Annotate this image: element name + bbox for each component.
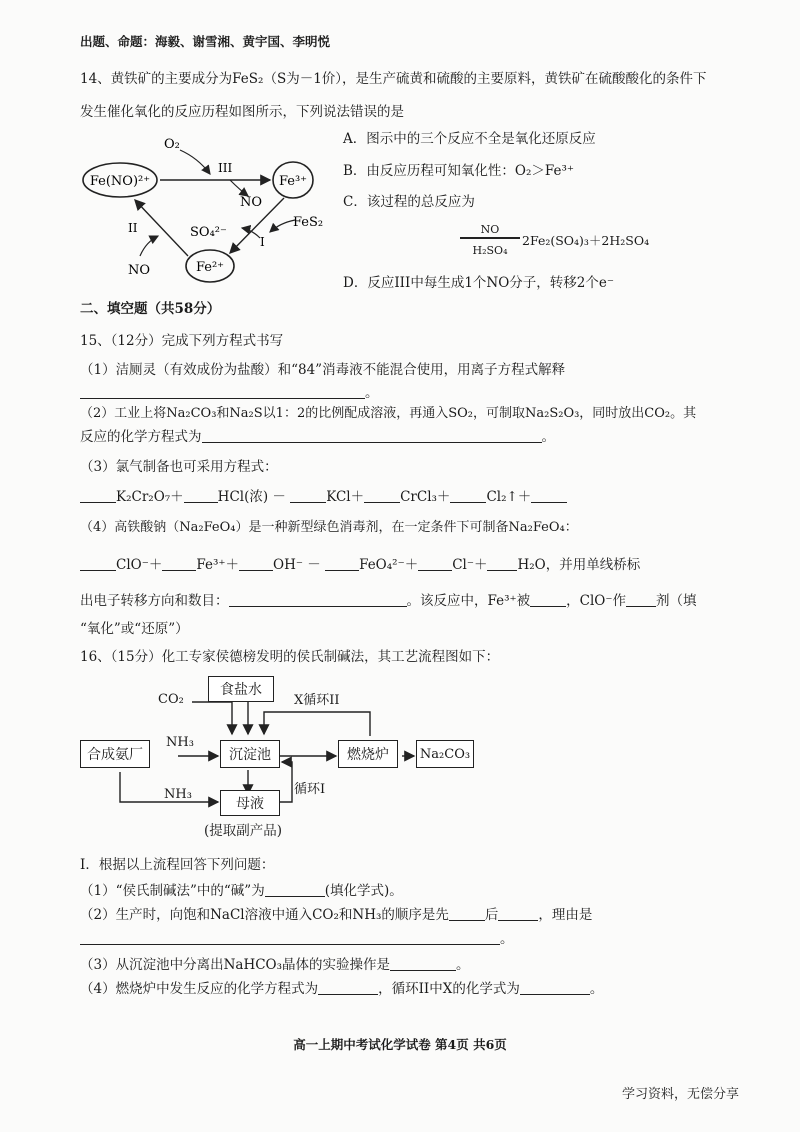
q16-sq2-reason-blank[interactable] — [80, 931, 500, 945]
page-footer: 高一上期中考试化学试卷 第4页 共6页 — [293, 1037, 507, 1052]
flow-nh3-bottom-label: NH₃ — [164, 787, 192, 802]
flow-product-label: Na₂CO₃ — [419, 746, 471, 762]
q16-sq4-end: 。 — [589, 981, 604, 997]
q16-sq2-first-blank[interactable] — [449, 907, 485, 921]
q15-eq3-blank-2[interactable] — [184, 489, 218, 503]
q15-eq3-term-5: Cl₂↑＋ — [486, 489, 532, 505]
q15-eq4-term-5: Cl⁻＋ — [452, 557, 488, 573]
arrow-fes2-in — [270, 220, 295, 232]
q15-part4: （4）高铁酸钠（Na₂FeO₄）是一种新型绿色消毒剂，在一定条件下可制备Na₂FeO₄： — [80, 520, 578, 535]
q15-part2-line2: 反应的化学方程式为 — [80, 429, 202, 445]
flow-mother-box — [220, 790, 280, 816]
flow-product-box — [416, 740, 474, 768]
q15-eq4-blank-6[interactable] — [487, 557, 517, 571]
fes2-label: FeS₂ — [293, 215, 324, 230]
flow-brine-box — [208, 676, 274, 702]
arrow-no-out — [230, 180, 248, 196]
q14-option-c-equals-sign — [460, 237, 520, 239]
step3-label: III — [218, 161, 233, 175]
q15-eq4-blank-1[interactable] — [80, 557, 116, 571]
authors-line: 出题、命题：海毅、谢雪湘、黄宇国、李明悦 — [80, 34, 331, 49]
q15-part4-line3: “氧化”或“还原”） — [80, 621, 189, 637]
q15-electron-transfer-blank[interactable] — [229, 593, 407, 607]
q16-sq2-a: （2）生产时，向饱和NaCl溶液中通入CO₂和NH₃的顺序是先 — [80, 907, 449, 923]
arrow-no-in — [140, 236, 158, 256]
q15-part2-answer-blank[interactable] — [202, 429, 542, 443]
q15-eq4-blank-2[interactable] — [162, 557, 196, 571]
q15-stem: 15、（12分）完成下列方程式书写 — [80, 333, 284, 349]
q15-eq3-blank-3[interactable] — [290, 489, 326, 503]
watermark-text: 学习资料，无偿分享 — [622, 1087, 740, 1102]
q16-sq2-end: 。 — [500, 931, 514, 947]
flow-tank-box — [220, 740, 280, 768]
q15-fe3-role-blank[interactable] — [530, 593, 566, 607]
q16-sq2-b: 后 — [484, 907, 499, 923]
q14-option-c-equation-right: 2Fe₂(SO₄)₃＋2H₂SO₄ — [522, 233, 650, 248]
q16-sq4-b: ，循环II中X的化学式为 — [378, 981, 520, 997]
q15-eq3-blank-5[interactable] — [450, 489, 486, 503]
q16-sq2-c: ，理由是 — [538, 907, 593, 923]
q14-reaction-cycle-diagram — [80, 128, 340, 288]
q14-option-a: A．图示中的三个反应不全是氧化还原反应 — [343, 131, 596, 147]
flow-co2-label: CO₂ — [158, 692, 184, 707]
q15-eq4-term-1: ClO⁻＋ — [116, 557, 163, 573]
q15-part1: （1）洁厕灵（有效成份为盐酸）和“84”消毒液不能混合使用，用离子方程式解释 — [80, 362, 566, 378]
q15-part2-end: 。 — [541, 429, 555, 445]
q15-part1-end: 。 — [365, 385, 379, 401]
q15-eq3-term-4: CrCl₃＋ — [400, 489, 451, 505]
q15-eq4-blank-3[interactable] — [239, 557, 273, 571]
q15-eq4-term-3: OH⁻ － — [273, 557, 321, 573]
step2-label: II — [128, 221, 138, 235]
q16-sq4-equation-blank[interactable] — [318, 981, 378, 995]
q15-eq4-blank-5[interactable] — [418, 557, 452, 571]
q14-stem-line2: 发生催化氧化的反应历程如图所示，下列说法错误的是 — [80, 104, 404, 120]
step1-label: I — [260, 235, 265, 249]
q14-option-c-condition-top: NO — [480, 223, 500, 236]
flow-furnace-box — [338, 740, 398, 768]
q14-option-c-condition-bottom: H₂SO₄ — [472, 244, 508, 257]
q15-clo-role-blank[interactable] — [626, 593, 656, 607]
section2-title: 二、填空题（共58分） — [80, 301, 221, 317]
q14-option-c: C．该过程的总反应为 — [343, 194, 475, 210]
q16-stem: 16、（15分）化工专家侯德榜发明的侯氏制碱法，其工艺流程图如下： — [80, 649, 500, 665]
no-left-label: NO — [128, 263, 151, 278]
flow-byproduct-label: (提取副产品) — [204, 823, 283, 839]
q15-eq3-blank-6[interactable] — [531, 489, 567, 503]
q16-sq1-b: (填化学式)。 — [324, 883, 403, 899]
q14-stem-line1: 14、黄铁矿的主要成分为FeS₂（S为－1价），是生产硫黄和硫酸的主要原料，黄铁矿在硫酸酸化的条件下 — [80, 71, 707, 87]
q16-sq4-a: （4）燃烧炉中发生反应的化学方程式为 — [80, 981, 319, 997]
q15-eq3-term-2: HCl(浓) － — [217, 489, 286, 505]
q15-part2-line1: （2）工业上将Na₂CO₃和Na₂S以1：2的比例配成溶液，再通入SO₂，可制取Na₂S₂O₃，同时放出CO₂。其 — [80, 406, 697, 421]
q15-part4-line2-a: 出电子转移方向和数目： — [80, 593, 229, 609]
flow-cycle1-label: 循环I — [294, 782, 326, 797]
q15-eq4-term-2: Fe³⁺＋ — [196, 557, 239, 573]
q15-eq4-blank-4[interactable] — [325, 557, 359, 571]
flow-brine-label: 食盐水 — [220, 682, 262, 698]
q14-option-b: B．由反应历程可知氧化性：O₂＞Fe³⁺ — [343, 163, 575, 179]
q16-sq2-second-blank[interactable] — [498, 907, 538, 921]
no-right-label: NO — [240, 195, 263, 210]
q16-sq1-a: （1）“侯氏制碱法”中的“碱”为 — [80, 883, 265, 899]
q16-sq3-a: （3）从沉淀池中分离出NaHCO₃晶体的实验操作是 — [80, 957, 391, 973]
q15-part4-line2-c: ，ClO⁻作 — [566, 593, 626, 609]
so4-label: SO₄²⁻ — [190, 225, 227, 240]
q15-eq3-blank-1[interactable] — [80, 489, 116, 503]
arrow-step2 — [135, 200, 188, 256]
feno-label: Fe(NO)²⁺ — [89, 174, 151, 189]
q16-sq3-end: 。 — [456, 957, 470, 973]
flow-plant-label: 合成氨厂 — [87, 747, 143, 763]
flow-tank-label: 沉淀池 — [229, 747, 271, 763]
q16-sq3-blank[interactable] — [390, 957, 456, 971]
q16-part1: I．根据以上流程回答下列问题： — [80, 857, 275, 873]
q15-eq4-term-6: H₂O，并用单线桥标 — [517, 557, 641, 573]
q15-eq3-term-1: K₂Cr₂O₇＋ — [116, 489, 184, 505]
flow-furnace-label: 燃烧炉 — [347, 747, 389, 763]
fe2-label: Fe²⁺ — [195, 260, 225, 275]
q15-part1-answer-blank[interactable] — [80, 385, 365, 399]
arrow-so4-out — [242, 228, 260, 238]
q15-part4-line2-d: 剂（填 — [656, 593, 697, 609]
flow-nh3-top-label: NH₃ — [166, 735, 194, 750]
q14-option-d: D．反应III中每生成1个NO分子，转移2个e⁻ — [343, 275, 614, 291]
q16-sq1-blank[interactable] — [265, 883, 325, 897]
o2-label: O₂ — [164, 137, 180, 152]
flow-mother-label: 母液 — [236, 796, 264, 812]
arrow-o2-in — [180, 150, 210, 174]
q16-sq4-x-blank[interactable] — [520, 981, 590, 995]
q15-part4-line2-b: 。该反应中，Fe³⁺被 — [406, 593, 531, 609]
q15-part3: （3）氯气制备也可采用方程式： — [80, 459, 278, 475]
q15-eq3-term-3: KCl＋ — [326, 489, 365, 505]
flow-cycle2-label: X循环II — [294, 693, 340, 708]
fe3-label: Fe³⁺ — [278, 174, 308, 189]
q15-eq3-blank-4[interactable] — [364, 489, 400, 503]
q15-eq4-term-4: FeO₄²⁻＋ — [359, 557, 419, 573]
flow-plant-box — [80, 740, 150, 768]
